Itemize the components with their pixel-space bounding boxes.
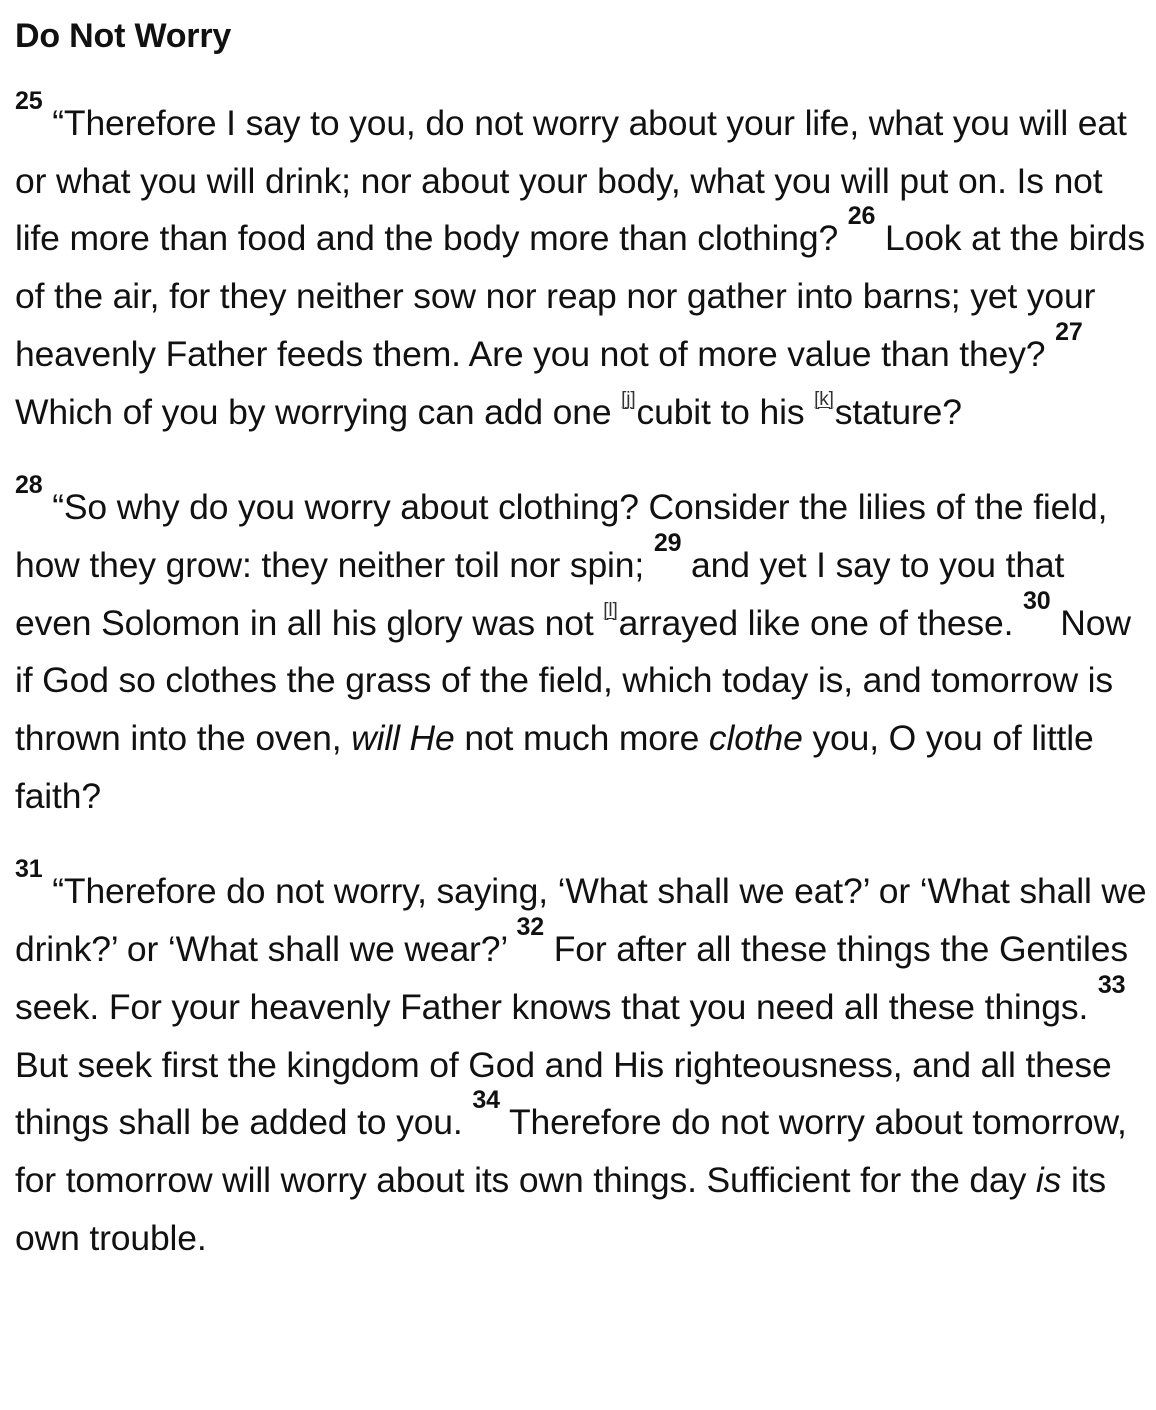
- paragraph-2: [15, 471, 1150, 825]
- verse-number-26: 26: [847, 202, 876, 231]
- verse-29-text-b: arrayed like one of these.: [618, 602, 1024, 643]
- verse-34-text-b: its own trouble.: [15, 1159, 1107, 1258]
- verse-34-italic-1: is: [1035, 1159, 1062, 1200]
- verse-number-25: 25: [15, 87, 43, 115]
- verse-30-italic-2: clothe: [708, 718, 803, 759]
- verse-29-text-a: and yet I say to you that even Solomon in all his glory was not: [15, 544, 1065, 643]
- verse-33-text: But seek first the kingdom of God and His righteousness, and all these things shall be added to you.: [15, 1044, 1112, 1143]
- verse-30-text-b: not much more: [454, 718, 709, 759]
- paragraph-3: [15, 855, 1150, 1267]
- footnote-link-j[interactable]: [j]: [621, 388, 636, 410]
- passage: [15, 14, 1150, 1305]
- verse-27-text-b: cubit to his: [636, 391, 815, 432]
- footnote-link-l[interactable]: [l]: [603, 599, 618, 621]
- verse-number-32: 32: [516, 913, 544, 942]
- verse-number-29: 29: [653, 528, 682, 557]
- verse-30-text-a: Now if God so clothes the grass of the field, which today is, and tomorrow is thrown into the oven,: [15, 602, 1131, 759]
- verse-30-italic-1: will He: [351, 718, 455, 759]
- verse-31-text: “Therefore do not worry, saying, ‘What shall we eat?’ or ‘What shall we drink?’ or ‘What shall we wear?’: [15, 871, 1147, 970]
- verse-28-text: “So why do you worry about clothing? Consider the lilies of the field, how they grow: they neither toil nor spin;: [15, 487, 1108, 585]
- verse-number-28: 28: [15, 471, 43, 500]
- verse-number-31: 31: [15, 855, 43, 884]
- paragraph-1: [15, 87, 1150, 441]
- verse-27-text-c: stature?: [834, 391, 962, 432]
- verse-30-text-c: you, O you of little faith?: [15, 718, 1094, 816]
- verse-32-text: For after all these things the Gentiles seek. For your heavenly Father knows that you need all these things.: [15, 929, 1128, 1027]
- verse-34-text-a: Therefore do not worry about tomorrow, for tomorrow will worry about its own things. Sufficient for the day: [15, 1102, 1127, 1200]
- verse-number-30: 30: [1023, 586, 1051, 615]
- verse-number-33: 33: [1097, 970, 1126, 999]
- verse-25-text: “Therefore I say to you, do not worry about your life, what you will eat or what you will drink; nor about your body, what you will put on. Is not life more than food and the body more than clothing?: [15, 103, 1127, 259]
- section-heading: Do Not Worry: [15, 17, 232, 55]
- verse-number-34: 34: [472, 1086, 500, 1115]
- footnote-link-k[interactable]: [k]: [814, 388, 834, 410]
- verse-number-27: 27: [1055, 317, 1083, 346]
- verse-26-text: Look at the birds of the air, for they neither sow nor reap nor gather into barns; yet your heavenly Father feeds them. Are you not of more value than they?: [15, 218, 1145, 374]
- verse-27-text-a: Which of you by worrying can add one: [15, 391, 622, 432]
